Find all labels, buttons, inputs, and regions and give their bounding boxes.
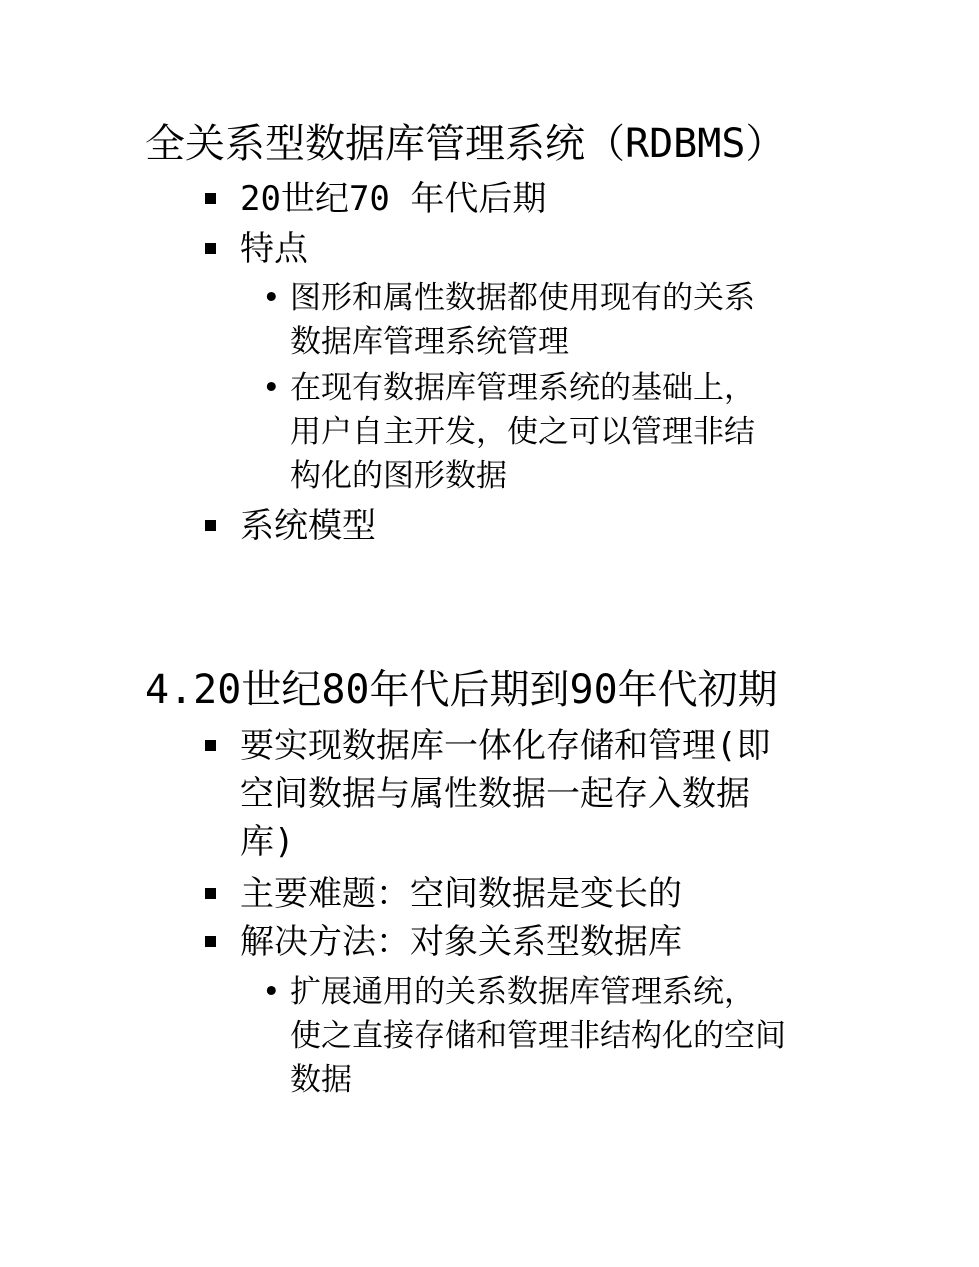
bullet-solution — [205, 918, 845, 966]
dot-bullet-icon: • — [262, 370, 281, 406]
slide-rdbms — [0, 0, 979, 600]
bullet-features — [205, 225, 825, 273]
bullet-text: 系统模型 — [240, 506, 376, 546]
dot-bullet-icon: • — [262, 280, 281, 316]
sub-bullet-solution-1 — [262, 970, 862, 1102]
bullet-text: 特点 — [240, 229, 308, 269]
bullet-period — [205, 175, 825, 223]
bullet-integrated-storage — [205, 722, 845, 866]
bullet-text: 主要难题：空间数据是变长的 — [240, 874, 682, 914]
square-bullet-icon — [205, 243, 216, 254]
bullet-text: 解决方法：对象关系型数据库 — [240, 922, 682, 962]
dot-bullet-icon: • — [262, 974, 281, 1010]
bullet-system-model — [205, 502, 825, 550]
bullet-text: 要实现数据库一体化存储和管理(即 空间数据与属性数据一起存入数据 库) — [240, 726, 771, 862]
slide-title-rdbms: 全关系型数据库管理系统（RDBMS） — [145, 121, 786, 167]
square-bullet-icon — [205, 936, 216, 947]
sub-bullet-text: 图形和属性数据都使用现有的关系 数据库管理系统管理 — [290, 280, 755, 360]
sub-bullet-text: 在现有数据库管理系统的基础上， 用户自主开发，使之可以管理非结 构化的图形数据 — [290, 370, 755, 494]
square-bullet-icon — [205, 888, 216, 899]
slide-1980s-1990s — [0, 600, 979, 1267]
square-bullet-icon — [205, 520, 216, 531]
bullet-text: 20世纪70 年代后期 — [240, 179, 547, 219]
bullet-main-difficulty — [205, 870, 845, 918]
slide-title-1980s: 4.20世纪80年代后期到90年代初期 — [145, 667, 778, 713]
sub-bullet-text: 扩展通用的关系数据库管理系统， 使之直接存储和管理非结构化的空间 数据 — [290, 974, 786, 1098]
square-bullet-icon — [205, 740, 216, 751]
sub-bullet-feature-2 — [262, 366, 862, 498]
sub-bullet-feature-1 — [262, 276, 862, 364]
square-bullet-icon — [205, 193, 216, 204]
